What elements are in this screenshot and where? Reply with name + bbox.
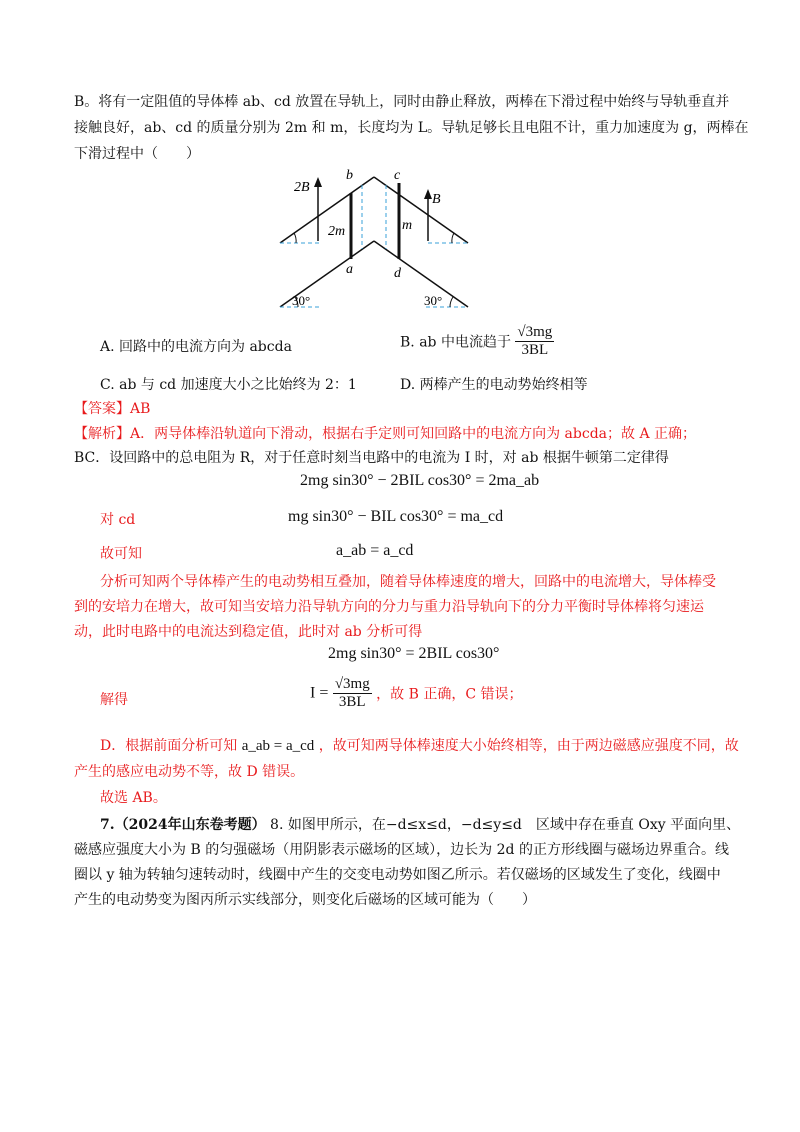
option-c: C. ab 与 cd 加速度大小之比始终为 2：1: [100, 377, 357, 393]
problem-line-3: 下滑过程中（ ）: [74, 146, 200, 162]
problem-line-2: 接触良好，ab、cd 的质量分别为 2m 和 m，长度均为 L。导轨足够长且电阻不计，重力加速度为 g，两棒在: [74, 120, 749, 136]
equation-5: [310, 676, 523, 711]
label-2B: 2B: [294, 180, 310, 195]
angle-left: 30°: [292, 293, 311, 308]
option-b-fraction: [515, 324, 554, 359]
label-c: c: [394, 168, 401, 183]
next-problem-line-3: 圈以 y 轴为转轴匀速转动时，线圈中产生的交变电动势如图乙所示。若仅磁场的区域发生了变化，线圈中: [74, 867, 721, 883]
lower-rail-right: [374, 241, 468, 307]
analysis-para-3: 动，此时电路中的电流达到稳定值，此时对 ab 分析可得: [74, 624, 423, 640]
option-d: D. 两棒产生的电动势始终相等: [400, 377, 588, 393]
next-problem-line-1: [100, 815, 740, 835]
eq5-numerator: √3mg: [334, 676, 370, 692]
analysis-d-text-a: D．根据前面分析可知: [100, 738, 238, 754]
eq5-lhs: I =: [310, 684, 329, 702]
problem-line-1: B。将有一定阻值的导体棒 ab、cd 放置在导轨上，同时由静止释放，两棒在下滑过程中始终与导轨垂直并: [74, 94, 730, 110]
analysis-d-line-1: [100, 736, 739, 756]
label-d: d: [394, 266, 401, 281]
equation-1: 2mg sin30° − 2BIL cos30° = 2ma_ab: [300, 472, 540, 489]
equation-4: 2mg sin30° = 2BIL cos30°: [328, 645, 500, 662]
equation-3: a_ab = a_cd: [336, 542, 414, 559]
label-a: a: [346, 262, 353, 277]
option-b-numerator: √3mg: [517, 324, 553, 340]
next-problem-line-2: 磁感应强度大小为 B 的匀强磁场（用阴影表示磁场的区域），边长为 2d 的正方形线圈与磁场边界重合。线: [74, 842, 729, 858]
eq5-tail: ，故 B 正确，C 错误；: [376, 686, 523, 703]
conclusion: 故选 AB。: [100, 790, 167, 806]
analysis-d-eq: a_ab = a_cd: [241, 738, 315, 754]
option-a: A. 回路中的电流方向为 abcda: [100, 339, 292, 355]
option-b-label: B. ab 中电流趋于: [400, 334, 511, 351]
analysis-para-1: 分析可知两个导体棒产生的电动势相互叠加，随着导体棒速度的增大，回路中的电流增大，导体棒受: [100, 574, 716, 590]
eq5-fraction: [333, 676, 372, 711]
rails-figure: [272, 165, 472, 315]
hence-label: 故可知: [100, 546, 142, 562]
analysis-line-2: BC．设回路中的总电阻为 R，对于任意时刻当电路中的电流为 I 时，对 ab 根据牛顿第二定律得: [74, 450, 669, 466]
label-m: m: [402, 218, 413, 233]
next-problem-line-4: 产生的电动势变为图丙所示实线部分，则变化后磁场的区域可能为（ ）: [74, 892, 536, 908]
eq5-denominator: 3BL: [338, 694, 366, 710]
analysis-line-1: 【解析】A．两导体棒沿轨道向下滑动，根据右手定则可知回路中的电流方向为 abcda；故 A 正确；: [74, 426, 697, 442]
answer: 【答案】AB: [74, 401, 151, 417]
option-b: [400, 324, 554, 359]
label-B: B: [432, 192, 441, 207]
analysis-d-text-b: ，故可知两导体棒速度大小始终相等，由于两边磁感应强度不同，故: [318, 738, 739, 754]
angle-right: 30°: [424, 293, 443, 308]
option-b-denominator: 3BL: [521, 342, 549, 358]
equation-2: mg sin30° − BIL cos30° = ma_cd: [288, 508, 504, 525]
solve-label: 解得: [100, 692, 128, 708]
for-cd-label: 对 cd: [100, 512, 136, 528]
next-problem-text: 8. 如图甲所示，在−d≤x≤d，−d≤y≤d 区域中存在垂直 Oxy 平面向里、: [270, 817, 741, 833]
next-problem-tag: 7.（2024年山东卷考题）: [100, 817, 266, 833]
label-2m: 2m: [328, 224, 346, 239]
analysis-d-line-2: 产生的感应电动势不等，故 D 错误。: [74, 764, 305, 780]
analysis-para-2: 到的安培力在增大，故可知当安培力沿导轨方向的分力与重力沿导轨向下的分力平衡时导体棒将匀速运: [74, 599, 704, 615]
label-b: b: [346, 168, 353, 183]
